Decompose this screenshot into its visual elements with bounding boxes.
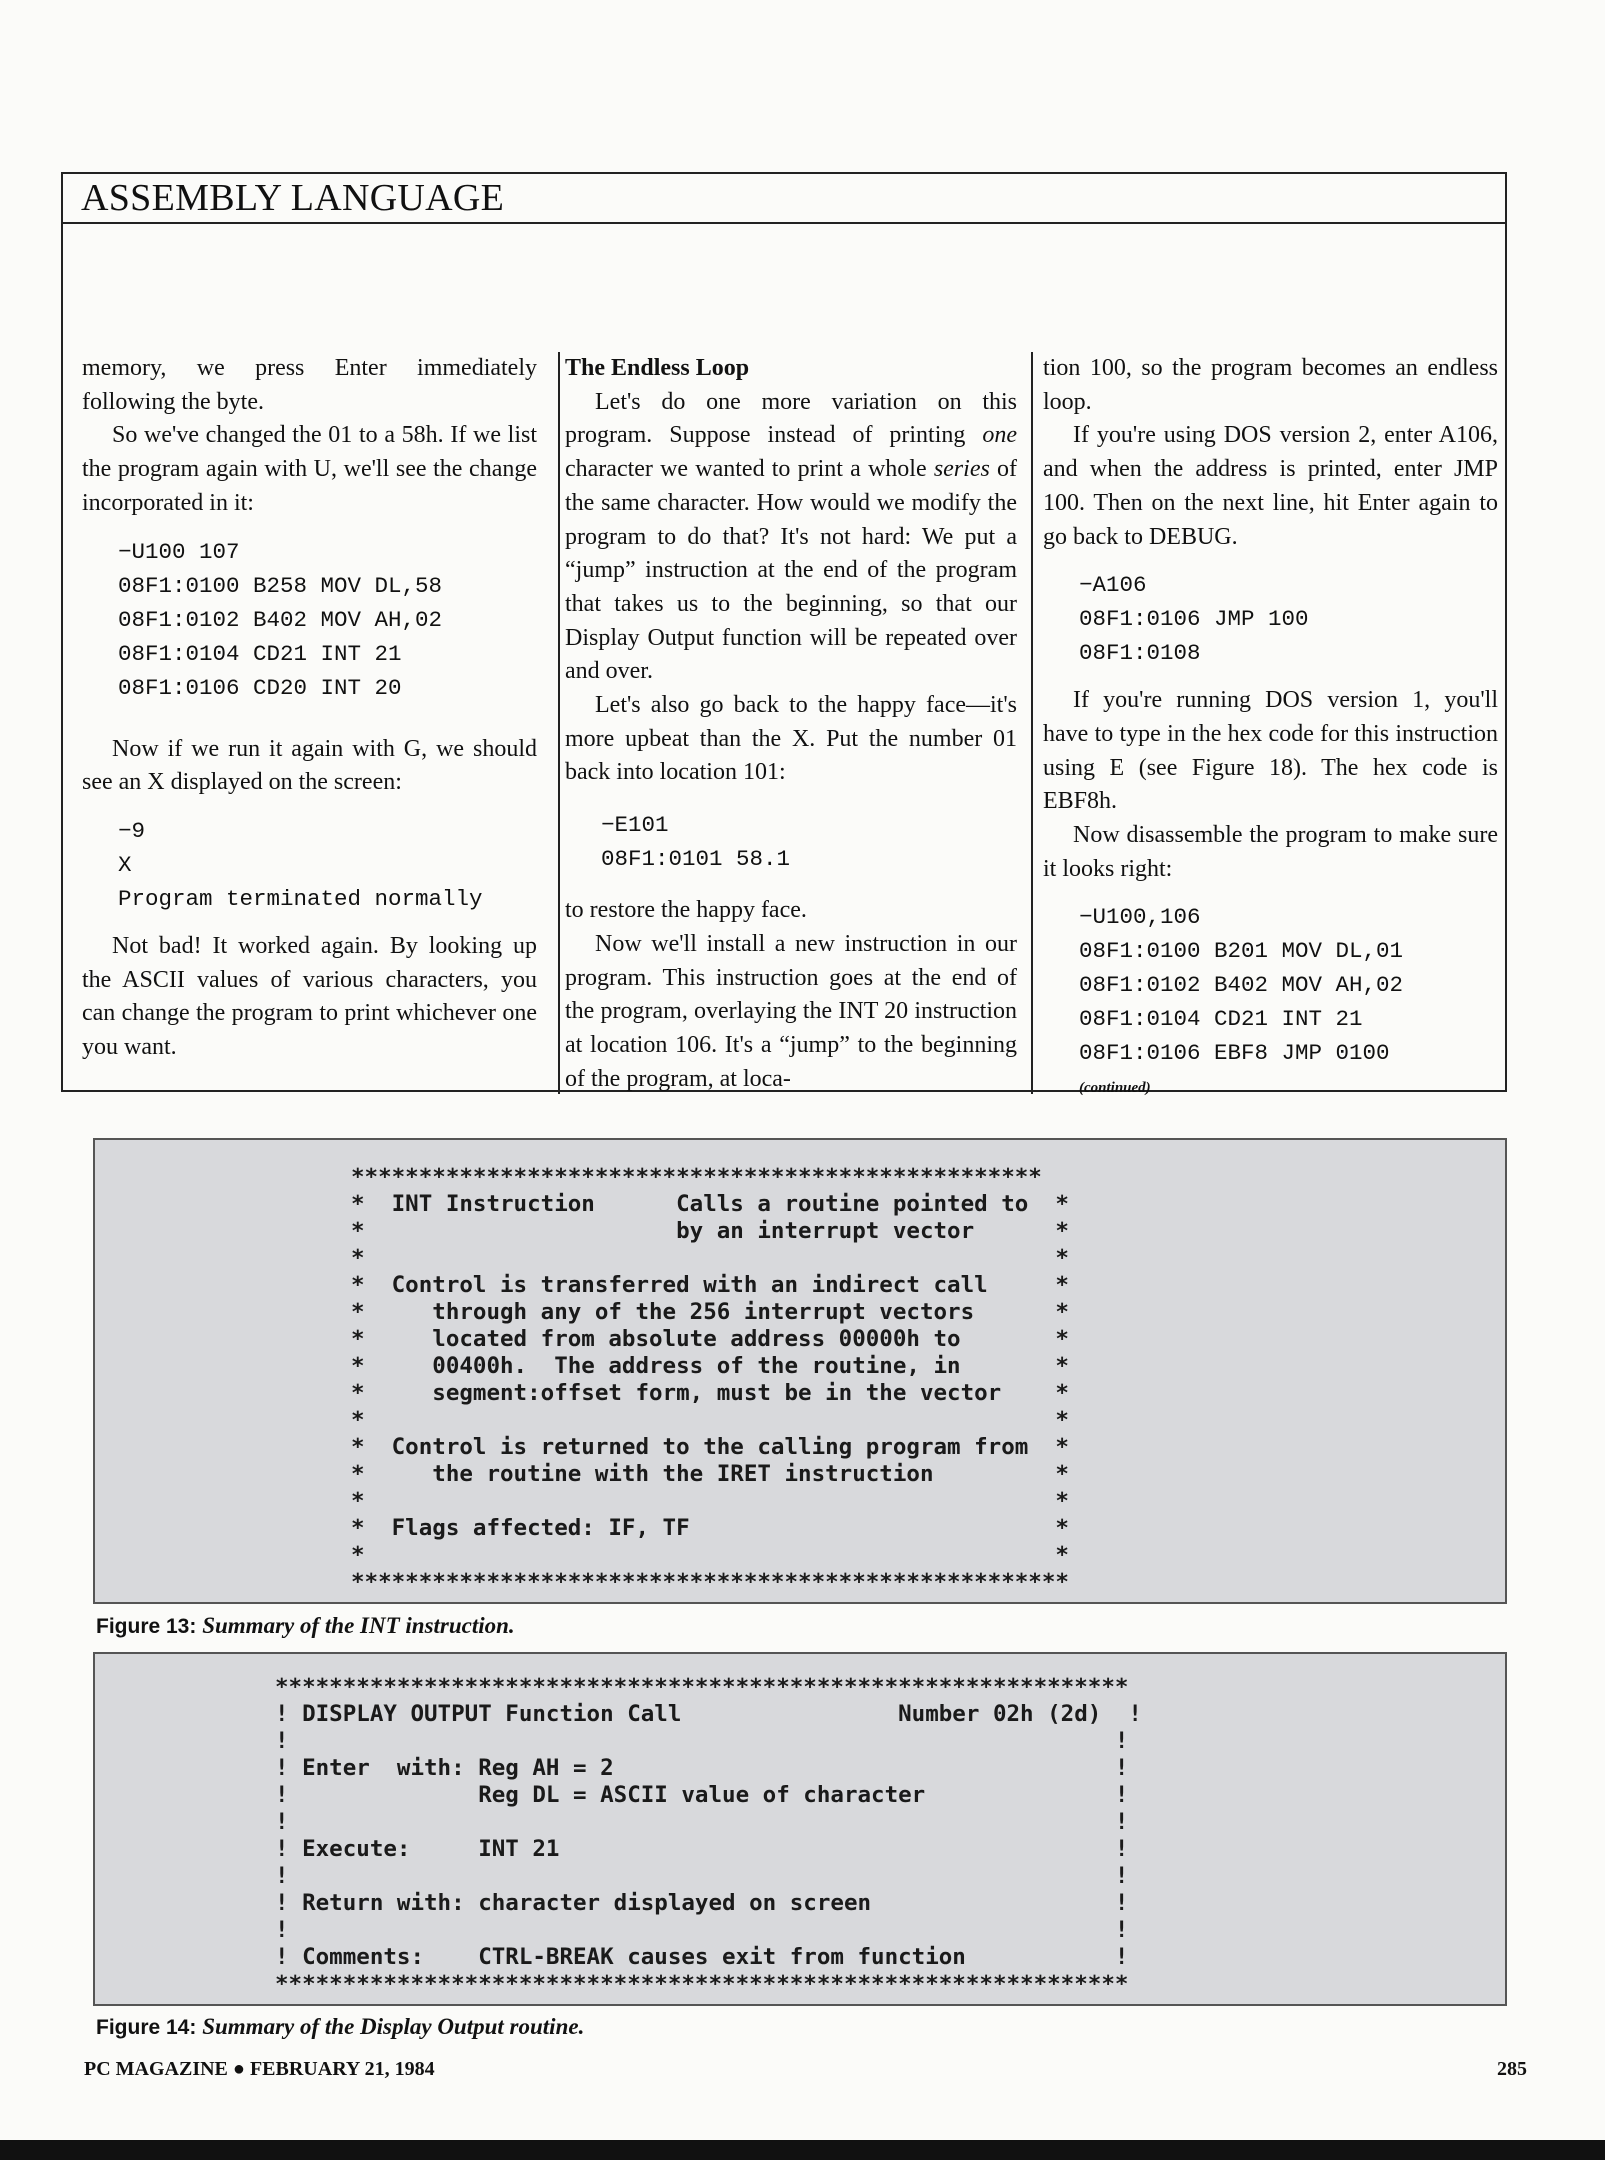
paragraph: Now we'll install a new instruction in our program. This instruction goes at the end of the program, overlaying the INT 20 instruction at location 106. It's a “jump” to the beginning of the program, at loca-: [565, 930, 1017, 1092]
page-number: 285: [1497, 2058, 1527, 2080]
paragraph: If you're using DOS version 2, enter A106, and when the address is printed, enter JMP 100. Then on the next line, hit Enter again to go back to DEBUG.: [1043, 422, 1498, 550]
paragraph: Let's also go back to the happy face—it's more upbeat than the X. Put the number 01 back into location 101:: [565, 692, 1017, 786]
paragraph: to restore the happy face.: [565, 897, 807, 924]
footer-publication: PC MAGAZINE ● FEBRUARY 21, 1984: [84, 2058, 435, 2080]
code-listing: −A106 08F1:0106 JMP 100 08F1:0108: [1079, 572, 1309, 667]
continued-note: (continued): [1079, 1080, 1151, 1097]
section-title: ASSEMBLY LANGUAGE: [63, 174, 1505, 224]
paragraph: So we've changed the 01 to a 58h. If we list the program again with U, we'll see the change incorporated in it:: [82, 422, 537, 516]
paragraph: If you're running DOS version 1, you'll have to type in the hex code for this instruction using E (see Figure 18). The hex code is EBF8h.: [1043, 687, 1498, 815]
paragraph: memory, we press Enter immediately following the byte.: [82, 355, 537, 415]
column-divider-2: [1031, 352, 1033, 1094]
paragraph: tion 100, so the program becomes an endless loop.: [1043, 355, 1498, 415]
figure-13-caption: Figure 13: Summary of the INT instruction.: [96, 1613, 515, 1638]
figure-14-text: *************************************************************** ! DISPLAY OUTPUT Function Call Number 02h (2d) ! ! ! ! Enter with: Reg AH = 2 ! ! Reg DL = ASCII value of character ! ! ! ! Execute: INT 21 ! ! ! ! Return with: character displayed on screen ! ! ! ! Comments: CTRL-BREAK causes exit from function ! ***************************************************************: [275, 1674, 1142, 1997]
figure-13-box: [93, 1138, 1507, 1604]
code-listing: −U100 107 08F1:0100 B258 MOV DL,58 08F1:0102 B402 MOV AH,02 08F1:0104 CD21 INT 21 08F1:0106 CD20 INT 20: [118, 538, 443, 701]
paragraph: Now if we run it again with G, we should see an X displayed on the screen:: [82, 735, 537, 796]
code-listing: −E101 08F1:0101 58.1: [601, 812, 791, 873]
paragraph: Now disassemble the program to make sure it looks right:: [1043, 822, 1498, 882]
figure-13-text: *************************************************** * INT Instruction Calls a routine pointed to * * by an interrupt vector * * * * Control is transferred with an indirect call * * through any of the 256 interrupt vectors * * located from absolute address 00000h to * * 00400h. The address of the routine, in * * segment:offset form, must be in the vector * * * * Control is returned to the calling program from * * the routine with the IRET instruction * * * * Flags affected: IF, TF * * * *****************************************************: [351, 1164, 1069, 1595]
paragraph: Let's do one more variation on this program. Suppose instead of printing one character we wanted to print a whole series of the same character. How would we modify the program to do that? It's not hard: We put a “jump” instruction at the end of the program that takes us to the beginning, so that our Display Output function will be repeated over and over.: [565, 388, 1017, 685]
column-1: [82, 352, 537, 1065]
paragraph: Not bad! It worked again. By looking up the ASCII values of various characters, you can change the program to print whichever one you want.: [82, 932, 537, 1061]
figure-14-caption: Figure 14: Summary of the Display Output routine.: [96, 2014, 585, 2039]
figure-14-box: [93, 1652, 1507, 2006]
code-listing: −U100,106 08F1:0100 B201 MOV DL,01 08F1:0102 B402 MOV AH,02 08F1:0104 CD21 INT 21 08F1:0106 EBF8 JMP 0100: [1079, 904, 1404, 1067]
section-heading: The Endless Loop: [565, 355, 750, 381]
page-edge: [0, 2140, 1605, 2160]
code-listing: −9 X Program terminated normally: [118, 817, 483, 912]
column-3: [1043, 352, 1498, 1106]
column-2: [565, 352, 1017, 1096]
column-divider-1: [558, 352, 560, 1094]
